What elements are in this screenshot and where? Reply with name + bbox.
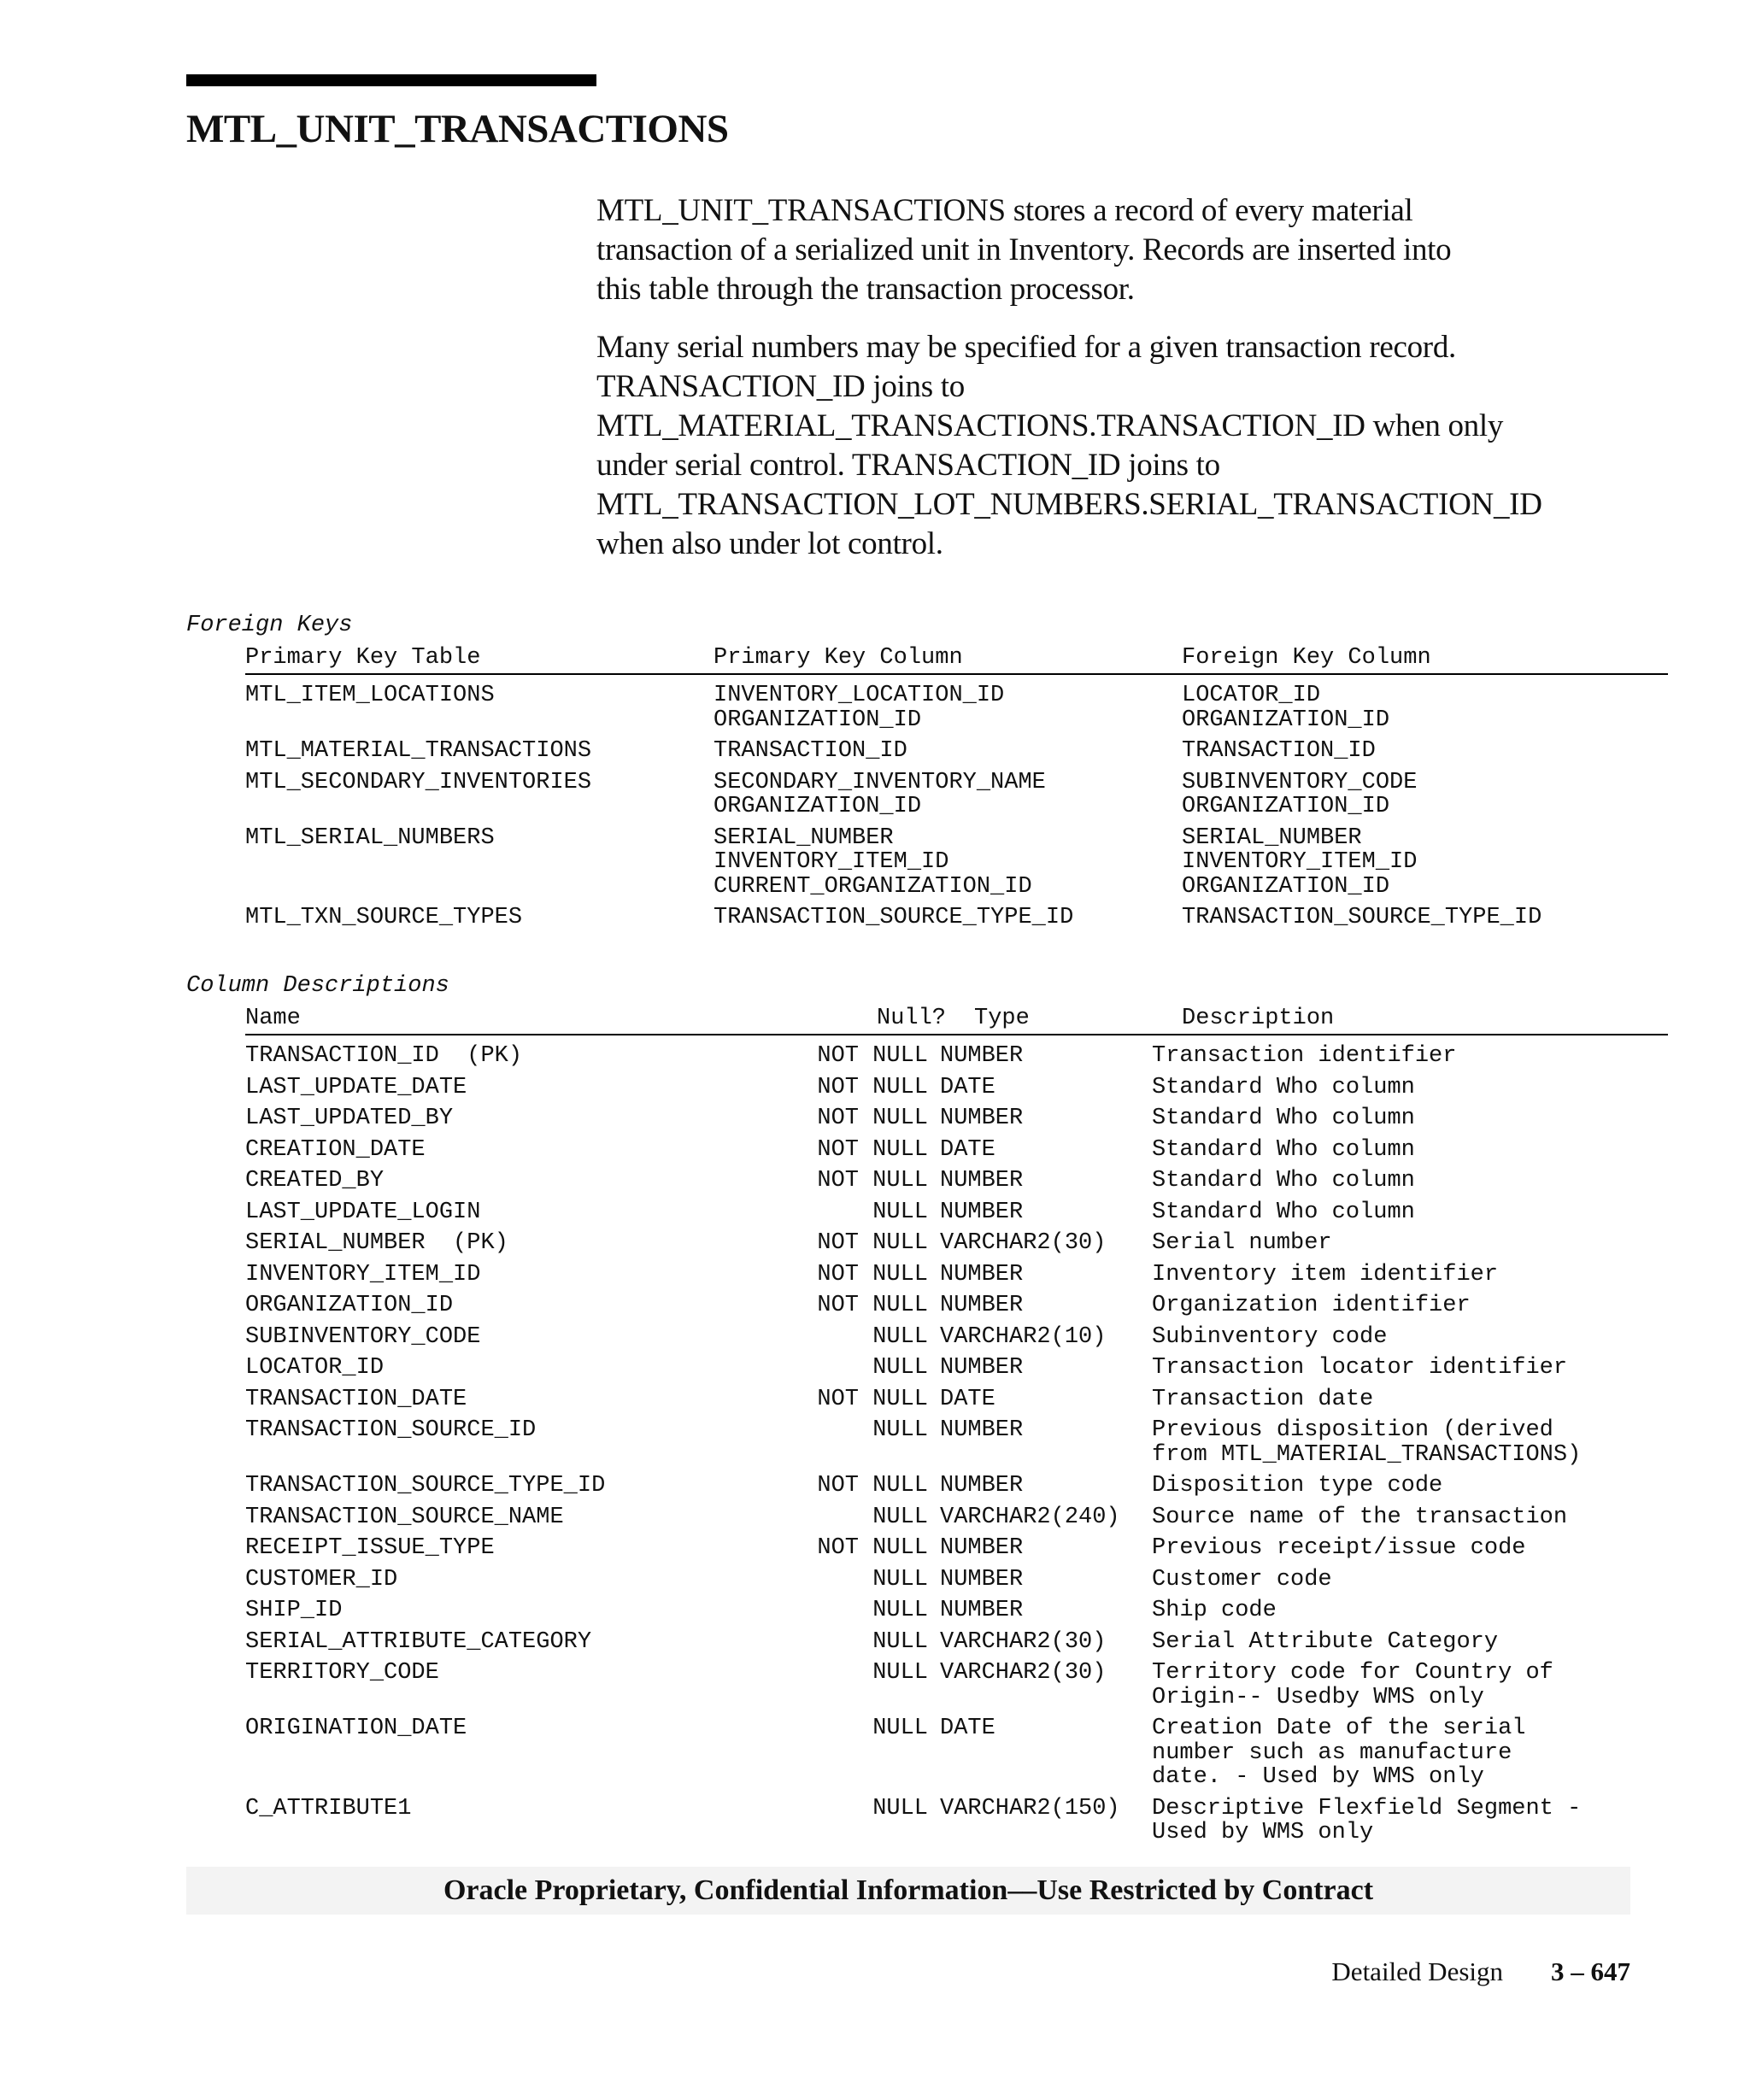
page-title: MTL_UNIT_TRANSACTIONS	[186, 107, 729, 151]
column-name-cell: CREATION_DATE	[245, 1136, 426, 1163]
table-row	[245, 1231, 1668, 1256]
description-cell: Previous receipt/issue code	[1152, 1535, 1526, 1561]
table-row	[245, 1505, 1668, 1530]
nullability-cell: NULL	[872, 1716, 928, 1741]
intro-paragraph: Many serial numbers may be specified for a given transaction record. TRANSACTION_ID joins to MTL_MATERIAL_TRANSACTIONS.TRANSACTION_ID when only under serial control. TRANSACTION_ID joins to MTL_TRANSACTION_LOT_NUMBERS.SERIAL_TRANSACTION_ID when also under lot control.	[596, 330, 1542, 561]
data-type-cell: NUMBER	[940, 1106, 1024, 1131]
data-type-cell: NUMBER	[940, 1473, 1024, 1499]
table-row	[245, 1138, 1668, 1163]
nullability-cell: NOT NULL	[817, 1535, 928, 1561]
table-body	[245, 675, 1668, 930]
data-type-cell: NUMBER	[940, 1535, 1024, 1561]
nullability-cell: NOT NULL	[817, 1106, 928, 1131]
column-name-cell: TRANSACTION_DATE	[245, 1386, 467, 1412]
data-type-cell: NUMBER	[940, 1293, 1024, 1318]
nullability-cell: NOT NULL	[817, 1136, 928, 1163]
table-row	[245, 1598, 1668, 1623]
table-row	[245, 906, 1668, 930]
nullability-cell: NULL	[872, 1504, 928, 1530]
nullability-cell: NULL	[872, 1628, 928, 1655]
primary-key-table-cell: MTL_SECONDARY_INVENTORIES	[245, 769, 592, 795]
table-header	[245, 642, 1668, 675]
intro-text	[596, 191, 1699, 583]
description-cell: Creation Date of the serial number such as manufacture date. - Used by WMS only	[1152, 1716, 1526, 1790]
data-type-cell: VARCHAR2(10)	[940, 1323, 1107, 1350]
table-row	[245, 1568, 1668, 1593]
description-cell: Ship code	[1152, 1598, 1277, 1623]
table-row	[245, 1293, 1668, 1318]
nullability-cell: NULL	[872, 1795, 928, 1821]
data-type-cell: VARCHAR2(30)	[940, 1660, 1107, 1686]
foreign-key-column-cell: TRANSACTION_SOURCE_TYPE_ID	[1182, 905, 1542, 930]
table-row	[245, 683, 1668, 732]
table-row	[245, 1474, 1668, 1499]
page-number: 3 – 647	[1551, 1956, 1630, 1986]
nullability-cell: NULL	[872, 1417, 928, 1443]
column-header: Null?	[877, 1006, 947, 1031]
foreign-key-column-cell: SUBINVENTORY_CODE ORGANIZATION_ID	[1182, 769, 1418, 819]
confidential-banner	[186, 1867, 1630, 1915]
foreign-key-column-cell: LOCATOR_ID ORGANIZATION_ID	[1182, 683, 1390, 733]
column-header: Type	[974, 1006, 1030, 1031]
column-name-cell: LAST_UPDATED_BY	[245, 1106, 454, 1131]
data-type-cell: DATE	[940, 1136, 995, 1163]
primary-key-column-cell: TRANSACTION_ID	[714, 738, 907, 764]
foreign-key-column-cell: TRANSACTION_ID	[1182, 738, 1376, 764]
description-cell: Standard Who column	[1152, 1199, 1415, 1225]
primary-key-table-cell: MTL_TXN_SOURCE_TYPES	[245, 905, 523, 930]
table-row	[245, 771, 1668, 819]
column-name-cell: SUBINVENTORY_CODE	[245, 1323, 481, 1350]
nullability-cell: NOT NULL	[817, 1168, 928, 1194]
primary-key-column-cell: SECONDARY_INVENTORY_NAME ORGANIZATION_ID	[714, 769, 1046, 819]
nullability-cell: NOT NULL	[817, 1473, 928, 1499]
table-row	[245, 739, 1668, 764]
data-type-cell: DATE	[940, 1386, 995, 1412]
data-type-cell: NUMBER	[940, 1043, 1024, 1069]
column-header: Description	[1182, 1006, 1335, 1031]
primary-key-table-cell: MTL_ITEM_LOCATIONS	[245, 683, 495, 708]
data-type-cell: NUMBER	[940, 1199, 1024, 1225]
column-name-cell: SERIAL_NUMBER (PK)	[245, 1230, 508, 1256]
description-cell: Standard Who column	[1152, 1106, 1415, 1131]
table-row	[245, 1044, 1668, 1069]
column-name-cell: C_ATTRIBUTE1	[245, 1795, 412, 1821]
column-name-cell: LAST_UPDATE_LOGIN	[245, 1199, 481, 1225]
column-name-cell: LOCATOR_ID	[245, 1355, 385, 1381]
table-row	[245, 1716, 1668, 1790]
column-name-cell: CREATED_BY	[245, 1168, 385, 1194]
nullability-cell: NOT NULL	[817, 1293, 928, 1318]
data-type-cell: NUMBER	[940, 1566, 1024, 1593]
description-cell: Disposition type code	[1152, 1473, 1443, 1499]
foreign-key-column-cell: SERIAL_NUMBER INVENTORY_ITEM_ID ORGANIZATION_ID	[1182, 824, 1418, 900]
foreign-keys-table	[245, 642, 1668, 937]
nullability-cell: NULL	[872, 1598, 928, 1623]
nullability-cell: NULL	[872, 1566, 928, 1593]
primary-key-column-cell: SERIAL_NUMBER INVENTORY_ITEM_ID CURRENT_ORGANIZATION_ID	[714, 824, 1032, 900]
table-row	[245, 1169, 1668, 1194]
description-cell: Descriptive Flexfield Segment - Used by WMS only	[1152, 1795, 1582, 1845]
primary-key-table-cell: MTL_MATERIAL_TRANSACTIONS	[245, 738, 592, 764]
nullability-cell: NULL	[872, 1199, 928, 1225]
column-name-cell: SHIP_ID	[245, 1598, 343, 1623]
table-row	[245, 1797, 1668, 1845]
description-cell: Subinventory code	[1152, 1323, 1388, 1350]
table-row	[245, 1106, 1668, 1131]
title-rule	[186, 74, 596, 86]
primary-key-column-cell: TRANSACTION_SOURCE_TYPE_ID	[714, 905, 1074, 930]
table-row	[245, 1630, 1668, 1655]
data-type-cell: NUMBER	[940, 1355, 1024, 1381]
column-name-cell: RECEIPT_ISSUE_TYPE	[245, 1535, 495, 1561]
table-row	[245, 1536, 1668, 1561]
table-row	[245, 1387, 1668, 1412]
table-row	[245, 826, 1668, 900]
table-row	[245, 1356, 1668, 1381]
column-name-cell: TRANSACTION_SOURCE_ID	[245, 1417, 537, 1443]
table-row	[245, 1661, 1668, 1710]
section-name: Detailed Design	[1331, 1956, 1503, 1986]
nullability-cell: NOT NULL	[817, 1386, 928, 1412]
column-name-cell: TERRITORY_CODE	[245, 1660, 439, 1686]
data-type-cell: VARCHAR2(240)	[940, 1504, 1120, 1530]
description-cell: Transaction locator identifier	[1152, 1355, 1568, 1381]
description-cell: Previous disposition (derived from MTL_MATERIAL_TRANSACTIONS)	[1152, 1417, 1582, 1468]
description-cell: Customer code	[1152, 1566, 1332, 1593]
table-row	[245, 1418, 1668, 1467]
column-name-cell: ORGANIZATION_ID	[245, 1293, 454, 1318]
nullability-cell: NULL	[872, 1323, 928, 1350]
column-header: Primary Key Column	[714, 645, 963, 671]
column-header: Primary Key Table	[245, 645, 481, 671]
column-name-cell: TRANSACTION_SOURCE_NAME	[245, 1504, 564, 1530]
column-name-cell: ORIGINATION_DATE	[245, 1716, 467, 1741]
table-row	[245, 1076, 1668, 1100]
column-name-cell: LAST_UPDATE_DATE	[245, 1074, 467, 1100]
data-type-cell: NUMBER	[940, 1261, 1024, 1288]
table-header	[245, 1003, 1668, 1035]
description-cell: Standard Who column	[1152, 1136, 1415, 1163]
column-name-cell: INVENTORY_ITEM_ID	[245, 1261, 481, 1288]
column-header: Foreign Key Column	[1182, 645, 1431, 671]
data-type-cell: DATE	[940, 1074, 995, 1100]
description-cell: Organization identifier	[1152, 1293, 1471, 1318]
primary-key-column-cell: INVENTORY_LOCATION_ID ORGANIZATION_ID	[714, 683, 1005, 733]
data-type-cell: NUMBER	[940, 1417, 1024, 1443]
table-body	[245, 1035, 1668, 1845]
nullability-cell: NOT NULL	[817, 1230, 928, 1256]
data-type-cell: DATE	[940, 1716, 995, 1741]
data-type-cell: VARCHAR2(30)	[940, 1230, 1107, 1256]
table-row	[245, 1263, 1668, 1288]
nullability-cell: NOT NULL	[817, 1074, 928, 1100]
column-name-cell: CUSTOMER_ID	[245, 1566, 398, 1593]
description-cell: Territory code for Country of Origin-- Usedby WMS only	[1152, 1660, 1553, 1710]
data-type-cell: NUMBER	[940, 1598, 1024, 1623]
description-cell: Serial number	[1152, 1230, 1332, 1256]
data-type-cell: VARCHAR2(30)	[940, 1628, 1107, 1655]
column-descriptions-heading: Column Descriptions	[186, 973, 449, 999]
column-header: Name	[245, 1006, 301, 1031]
description-cell: Standard Who column	[1152, 1074, 1415, 1100]
confidential-text: Oracle Proprietary, Confidential Information––Use Restricted by Contract	[443, 1874, 1374, 1906]
primary-key-table-cell: MTL_SERIAL_NUMBERS	[245, 824, 495, 851]
description-cell: Source name of the transaction	[1152, 1504, 1568, 1530]
description-cell: Inventory item identifier	[1152, 1261, 1499, 1288]
data-type-cell: NUMBER	[940, 1168, 1024, 1194]
column-name-cell: SERIAL_ATTRIBUTE_CATEGORY	[245, 1628, 592, 1655]
table-row	[245, 1325, 1668, 1350]
nullability-cell: NULL	[872, 1355, 928, 1381]
description-cell: Standard Who column	[1152, 1168, 1415, 1194]
intro-paragraph: MTL_UNIT_TRANSACTIONS stores a record of every material transaction of a serialized unit in Inventory. Records are inserted into this table through the transaction processor.	[596, 193, 1452, 307]
column-name-cell: TRANSACTION_SOURCE_TYPE_ID	[245, 1473, 606, 1499]
page-footer	[1331, 1956, 1630, 1987]
data-type-cell: VARCHAR2(150)	[940, 1795, 1120, 1821]
description-cell: Transaction identifier	[1152, 1043, 1457, 1069]
column-name-cell: TRANSACTION_ID (PK)	[245, 1043, 523, 1069]
column-descriptions-table	[245, 1003, 1668, 1852]
table-row	[245, 1200, 1668, 1225]
foreign-keys-heading: Foreign Keys	[186, 613, 353, 638]
description-cell: Serial Attribute Category	[1152, 1628, 1499, 1655]
description-cell: Transaction date	[1152, 1386, 1374, 1412]
nullability-cell: NOT NULL	[817, 1261, 928, 1288]
nullability-cell: NOT NULL	[817, 1043, 928, 1069]
nullability-cell: NULL	[872, 1660, 928, 1686]
